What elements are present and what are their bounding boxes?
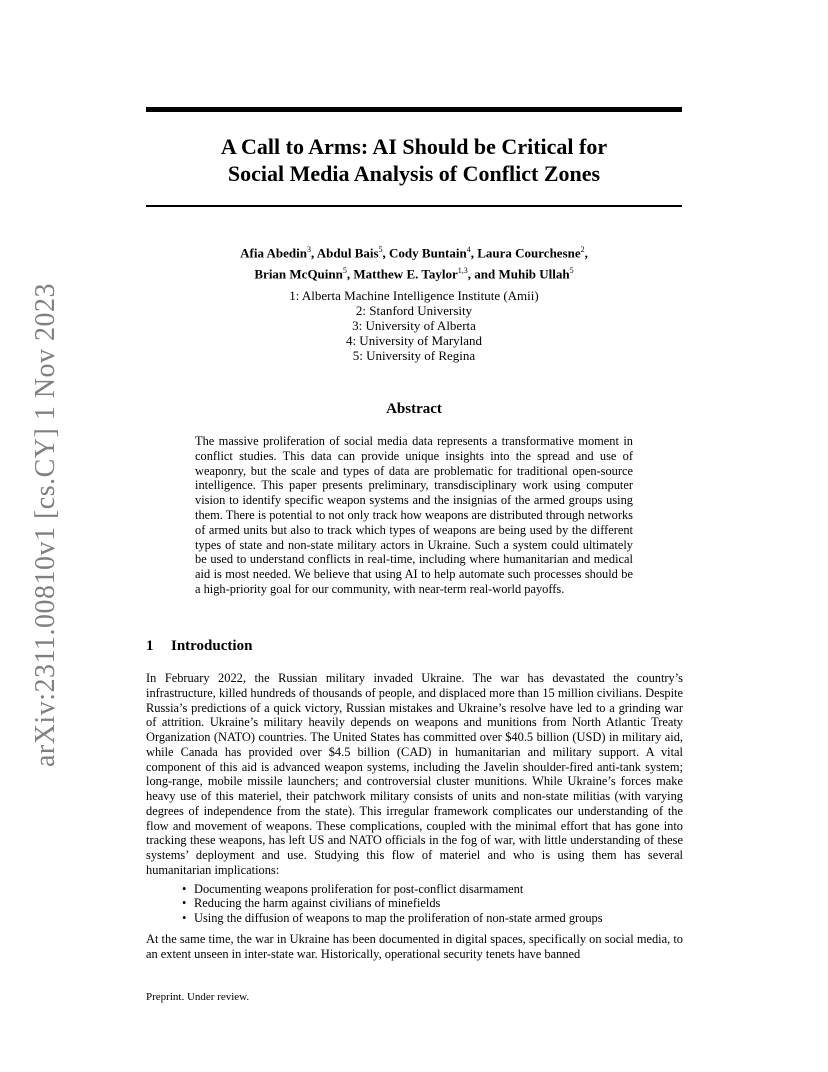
title-rule-top [146, 107, 682, 112]
author-name: Abdul Bais [316, 245, 379, 261]
author-name: Brian McQuinn [254, 266, 343, 282]
author-name: Cody Buntain [389, 245, 467, 261]
author-name: Matthew E. Taylor [353, 266, 458, 282]
section-number: 1 [146, 638, 154, 654]
author-affil-mark: 1,3 [457, 266, 468, 276]
author-name: and Muhib Ullah [474, 266, 570, 282]
author-line-1: Afia Abedin$^3$, Abdul Bais$^5$, Cody Buntain$^4$, Laura Courchesne$^2$, [240, 245, 588, 261]
arxiv-stamp: arXiv:2311.00810v1 [cs.CY] 1 Nov 2023 [30, 282, 61, 768]
abstract-text: The massive proliferation of social media data represents a transformative moment in conflict studies. This data can provide unique insights into the spread and use of weaponry, but the scale and types of data are problematic for traditional open-source intelligence. This paper presents preliminary, transdisciplinary work using computer vision to identify specific weapon systems and the insignias of the armed groups using them. There is potential to not only track how weapons are distributed through networks of armed units but also to track which types of weapons are being used by the different types of state and non-state military actors in Ukraine. Such a system could ultimately be used to understand conflicts in real-time, including where humanitarian and medical aid is most needed. We believe that using AI to help automate such processes should be a high-priority goal for our community, with near-term real-world payoffs. [195, 434, 633, 596]
affiliation-item: 1: Alberta Machine Intelligence Institute (Amii) [289, 288, 539, 303]
list-item: • Using the diffusion of weapons to map the proliferation of non-state armed groups [182, 911, 683, 926]
affiliation-item: 5: University of Regina [352, 348, 476, 363]
author-affil-mark: 5 [342, 266, 347, 276]
intro-paragraph-1: In February 2022, the Russian military invaded Ukraine. The war has devastated the country’s infrastructure, killed hundreds of thousands of people, and displaced more than 15 million civilians. Despite Russia’s predictions of a quick victory, Russian mistakes and Ukraine’s resolve have led to a grinding war of attrition. Ukraine’s military heavily depends on weapons and munitions from North Atlantic Treaty Organization (NATO) countries. The United States has committed over $40.5 billion (USD) in military aid, while Canada has provided over $4.5 billion (CAD) in humanitarian and military support. A vital component of this aid is advanced weapon systems, including the Javelin shoulder-fired anti-tank system; long-range, mobile missile launchers; and controversial cluster munitions. While Ukraine’s forces make heavy use of this materiel, their patchwork military consists of units and non-state militias (with varying degrees of independence from the state). This irregular framework complicates our understanding of the flow and movement of weapons. These complications, coupled with the minimal effort that has gone into tracking these weapons, has left US and NATO officials in the fog of war, with little understanding of these systems’ deployment and use. Studying this flow of materiel and who is using them has several humanitarian implications: [146, 671, 683, 877]
preprint-footer: Preprint. Under review. [146, 991, 250, 1003]
affiliation-item: 3: University of Alberta [352, 318, 476, 333]
title-line-1: A Call to Arms: AI Should be Critical for [220, 134, 608, 159]
author-name: Afia Abedin [240, 245, 307, 261]
section-title: Introduction [171, 638, 253, 654]
author-affil-mark: 5 [569, 266, 574, 276]
author-affil-mark: 2 [580, 245, 585, 254]
title-line-2: Social Media Analysis of Conflict Zones [227, 161, 601, 186]
author-name: Laura Courchesne [477, 245, 581, 261]
author-affil-mark: 3 [306, 245, 311, 254]
introduction-body [146, 671, 683, 961]
section-heading [146, 638, 252, 655]
paper-title [146, 133, 682, 187]
affiliation-item: 4: University of Maryland [345, 333, 483, 348]
affiliation-item: 2: Stanford University [355, 303, 473, 318]
implications-list [182, 882, 683, 926]
author-line-2: Brian McQuinn$^5$, Matthew E. Taylor$^{1,3}$, and Muhib Ullah$^5$ [254, 266, 574, 282]
affiliation-list [146, 288, 682, 363]
title-rule-bottom [146, 205, 682, 207]
author-affil-mark: 4 [466, 245, 471, 254]
list-item: • Documenting weapons proliferation for post-conflict disarmament [182, 882, 683, 897]
abstract-heading: Abstract [386, 401, 442, 417]
list-item: • Reducing the harm against civilians of minefields [182, 896, 683, 911]
author-affil-mark: 5 [378, 245, 383, 254]
author-list [146, 241, 682, 284]
intro-paragraph-2: At the same time, the war in Ukraine has been documented in digital spaces, specifically on social media, to an extent unseen in inter-state war. Historically, operational security tenets have banned [146, 931, 683, 961]
